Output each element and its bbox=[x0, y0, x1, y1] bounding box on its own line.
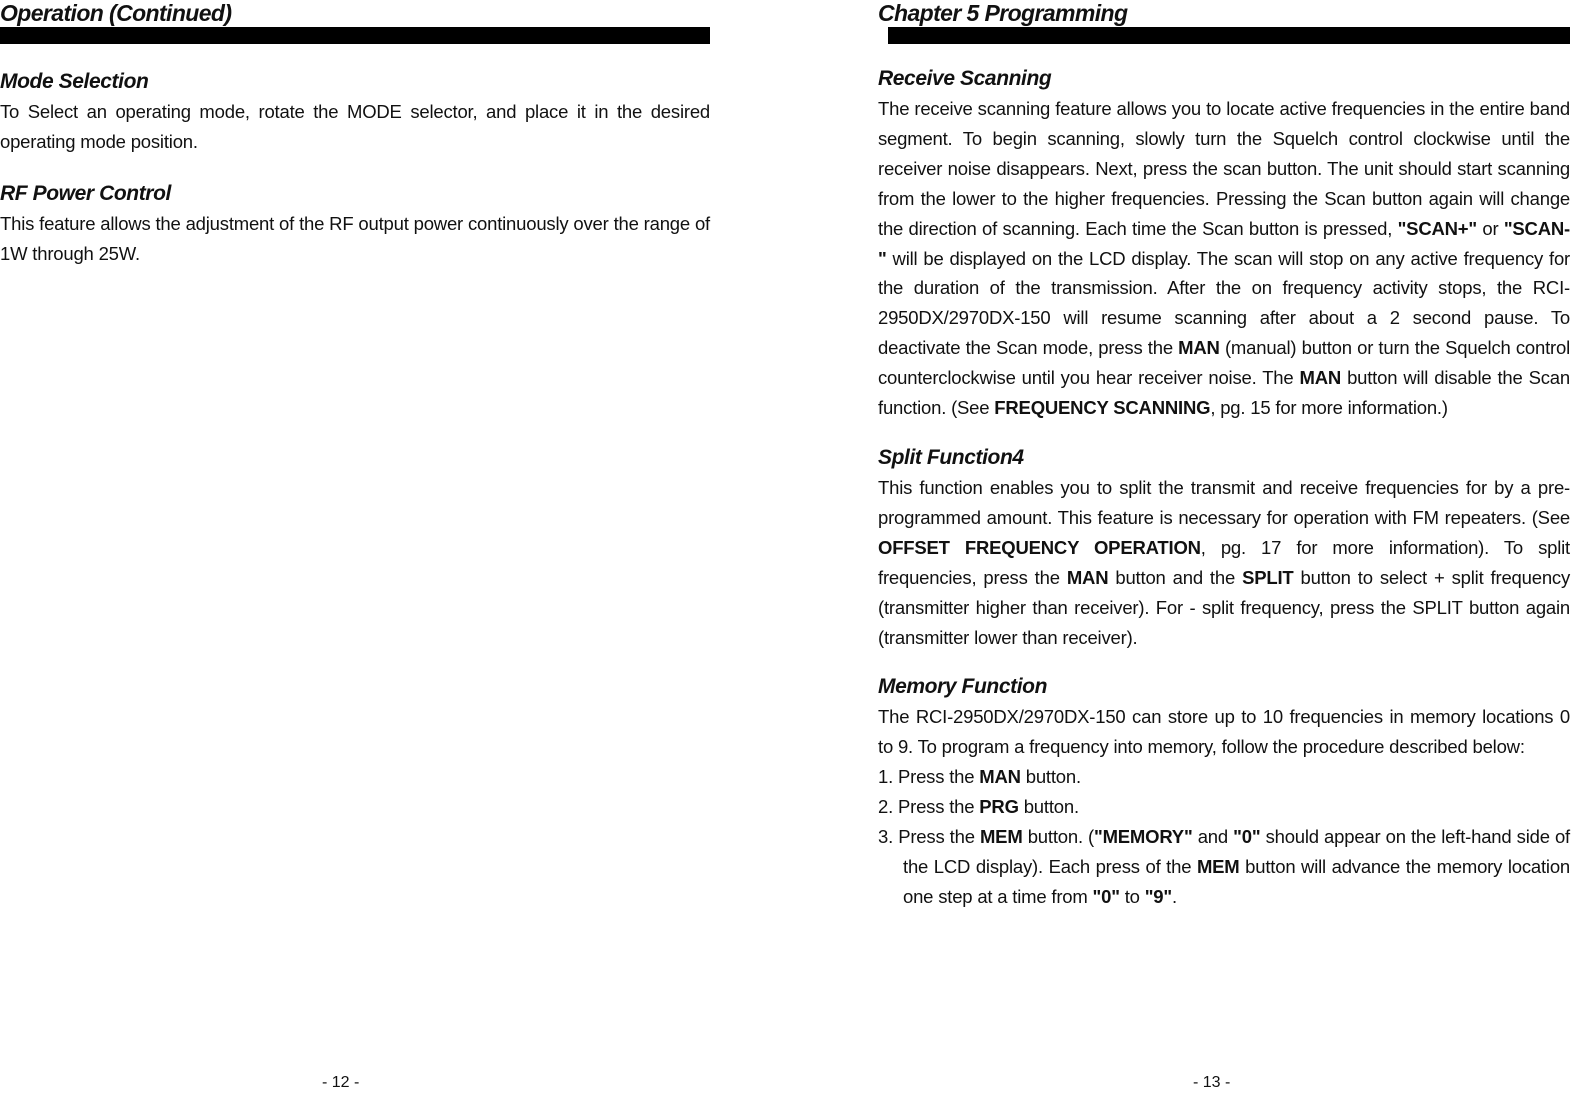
paragraph-rf-power-control: This feature allows the adjustment of the RF output power continuously over the range of 1W through 25W. bbox=[0, 212, 710, 264]
section-title-mode-selection: Mode Selection bbox=[0, 70, 149, 93]
section-title-split-function: Split Function4 bbox=[878, 445, 1024, 469]
section-title-rf-power-control: RF Power Control bbox=[0, 181, 171, 205]
page-number-right: - 13 - bbox=[1193, 1074, 1231, 1091]
list-item-step-3: 3. Press the MEM button. ("MEMORY" and "0" should appear on the left-hand side of the LCD display). Each press of the MEM button will advance the memory location one step at a time from "0" to "9". bbox=[878, 826, 1571, 907]
header-rule bbox=[0, 27, 710, 44]
right-page bbox=[878, 0, 1570, 912]
paragraph-receive-scanning: The receive scanning feature allows you to locate active frequencies in the entire band segment. To begin scanning, slowly turn the Squelch control clockwise until the receiver noise disappears. Next, press the scan button. The unit should start scanning from the lower to the higher frequencies. Pressing the Scan button again will change the direction of scanning. Each time the Scan button is pressed, "SCAN+" or "SCAN-" will be displayed on the LCD display. The scan will stop on any active frequency for the duration of the transmission. After the on frequency activity stops, the RCI-2950DX/2970DX-150 will resume scanning after about a 2 second pause. To deactivate the Scan mode, press the MAN (manual) button or turn the Squelch control counterclockwise until you hear receiver noise. The MAN button will disable the Scan function. (See FREQUENCY SCANNING, pg. 15 for more information.) bbox=[878, 98, 1570, 419]
paragraph-mode-selection: To Select an operating mode, rotate the MODE selector, and place it in the desired operating mode position. bbox=[0, 101, 710, 152]
paragraph-split-function: This function enables you to split the transmit and receive frequencies for by a pre-programmed amount. This feature is necessary for operation with FM repeaters. (See OFFSET FREQUENCY OPERATION, pg. 17 for more information). To split frequencies, press the MAN button and the SPLIT button to select + split frequency (transmitter higher than receiver). For - split frequency, press the SPLIT button again (transmitter lower than receiver). bbox=[878, 476, 1571, 648]
chapter-header: Chapter 5 Programming bbox=[878, 0, 1128, 26]
list-item-step-1: 1. Press the MAN button. bbox=[878, 766, 1081, 788]
page-number-left: - 12 - bbox=[322, 1074, 360, 1091]
header-rule bbox=[888, 27, 1570, 44]
left-page bbox=[0, 0, 710, 269]
section-title-memory-function: Memory Function bbox=[878, 675, 1048, 699]
paragraph-memory-intro: The RCI-2950DX/2970DX-150 can store up to 10 frequencies in memory locations 0 to 9. To program a frequency into memory, follow the procedure described below: bbox=[878, 706, 1570, 758]
list-item-step-2: 2. Press the PRG button. bbox=[878, 796, 1079, 818]
section-title-receive-scanning: Receive Scanning bbox=[878, 67, 1052, 90]
chapter-header: Operation (Continued) bbox=[0, 0, 232, 26]
